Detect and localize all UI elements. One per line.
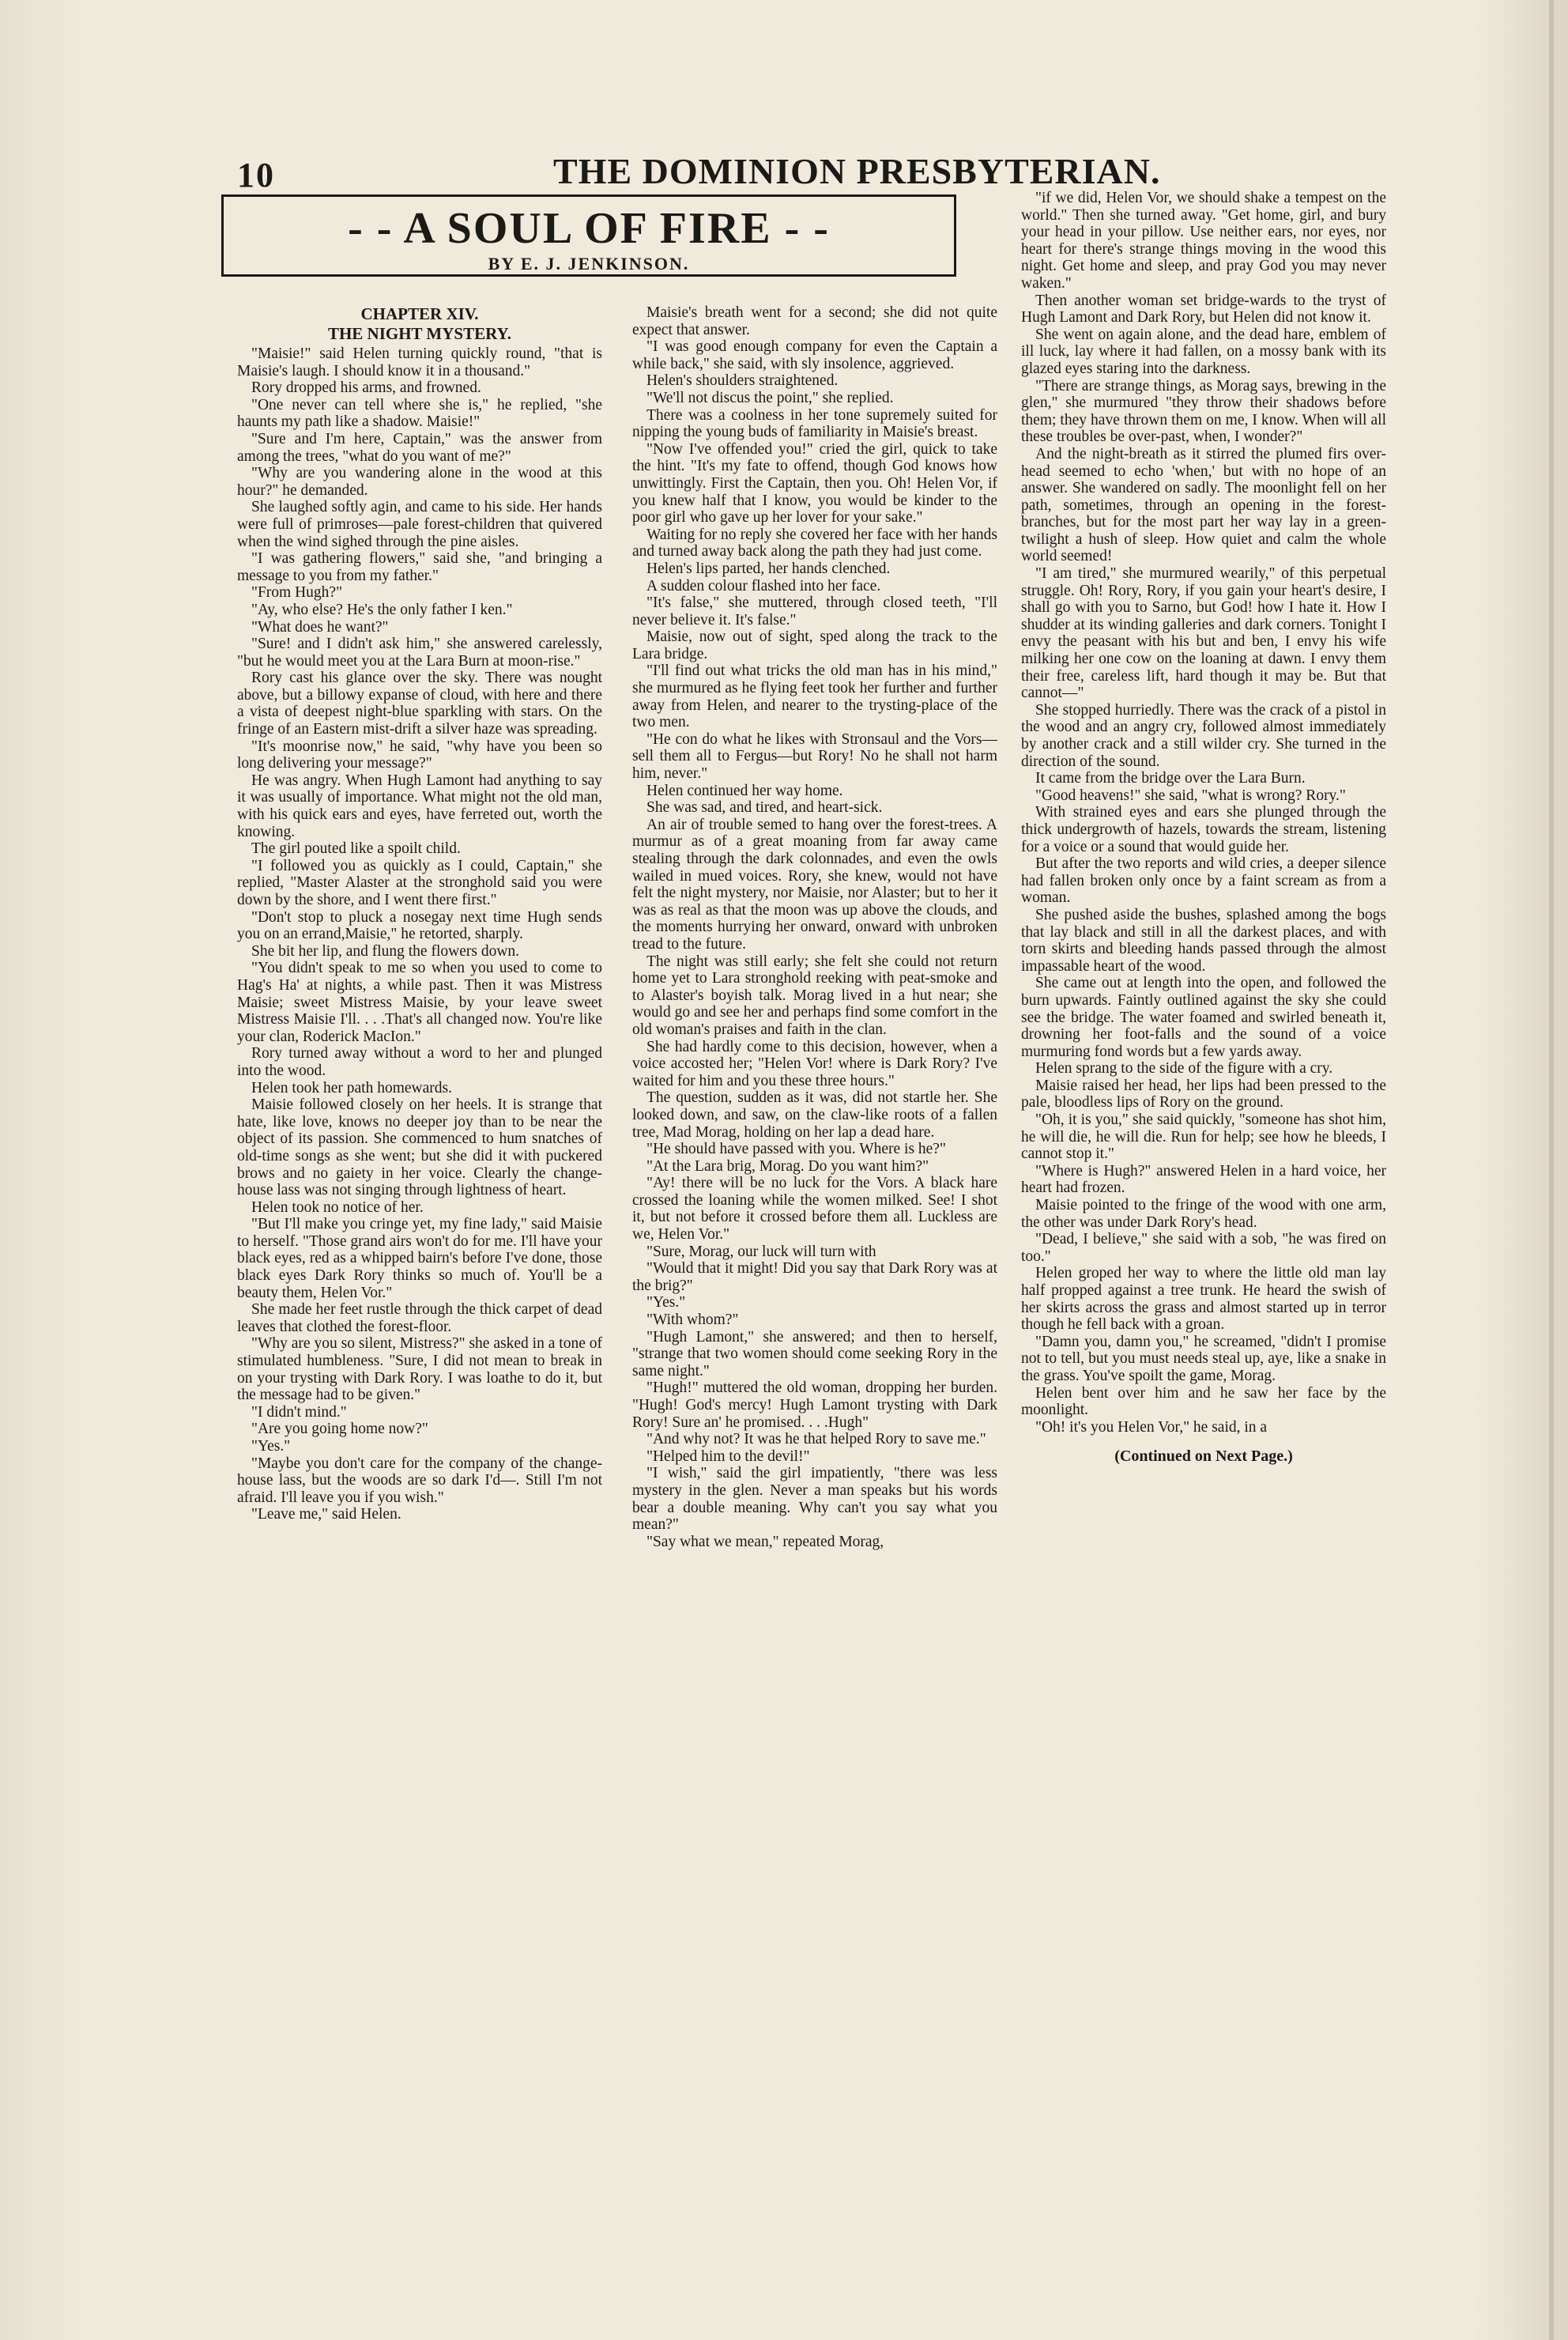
paragraph: She pushed aside the bushes, splashed among the bogs that lay black and still in all the darkest places, and with torn skirts and bleeding hands passed through the almost impassable heart of the wood. bbox=[1021, 906, 1386, 975]
paragraph: "Dead, I believe," she said with a sob, "he was fired on too." bbox=[1021, 1231, 1386, 1265]
paragraph: Rory turned away without a word to her and plunged into the wood. bbox=[237, 1045, 602, 1079]
paragraph: Helen's lips parted, her hands clenched. bbox=[646, 560, 891, 577]
paragraph: There was a coolness in her tone supremely suited for nipping the young buds of familiarity in Maisie's breast. bbox=[632, 406, 997, 441]
paragraph: The girl pouted like a spoilt child. bbox=[251, 840, 461, 858]
story-title: - - A SOUL OF FIRE - - bbox=[348, 204, 830, 253]
paragraph: An air of trouble semed to hang over the forest-trees. A murmur as of a great moaning from far away came stealing through the dark colonnades, and even the owls wailed in mued voices. Rory, she knew, would not have felt the night mystery, nor Maisie, nor Alaster; but to her it was as real as that the moon was up above the clouds, and the moments hurrying her onward, onward with unbroken tread to the future. bbox=[632, 816, 997, 953]
column-2 bbox=[632, 304, 997, 1550]
paragraph: She came out at length into the open, and followed the burn upwards. Faintly outlined against the sky she could see the bridge. The water foamed and swirled beneath it, drowning her foot-falls and the sound of a voice murmuring fond words but a few yards away. bbox=[1021, 975, 1386, 1060]
paragraph: She went on again alone, and the dead hare, emblem of ill luck, lay where it had fallen, on a mossy bank with its glazed eyes staring into the darkness. bbox=[1021, 326, 1386, 377]
paragraph: Helen's shoulders straightened. bbox=[646, 372, 839, 390]
paragraph: Maisie raised her head, her lips had been pressed to the pale, bloodless lips of Rory on the ground. bbox=[1021, 1077, 1386, 1112]
paragraph: Helen took her path homewards. bbox=[251, 1079, 452, 1096]
paragraph: Rory cast his glance over the sky. There was nought above, but a billowy expanse of cloud, with here and there a vista of deepest night-blue sparkling with stars. On the fringe of an Eastern mist-drift a silver haze was spreading. bbox=[237, 670, 602, 738]
paragraph: She bit her lip, and flung the flowers down. bbox=[251, 942, 520, 960]
paragraph: Helen took no notice of her. bbox=[251, 1198, 424, 1216]
page-number: 10 bbox=[237, 156, 275, 194]
paragraph: "Leave me," said Helen. bbox=[251, 1506, 401, 1523]
paragraph: "I was gathering flowers," said she, "and bringing a message to you from my father." bbox=[237, 550, 602, 584]
paragraph: Maisie followed closely on her heels. It is strange that hate, like love, knows no deeper joy than to be near the object of its passion. She commenced to hum snatches of old-time songs as she went; but she did it with puckered brows and no gaiety in her voice. Clearly the change-house lass was not singing through lightness of heart. bbox=[237, 1096, 602, 1199]
paragraph: "There are strange things, as Morag says, brewing in the glen," she murmured "they throw their shadows before them; they have thrown them on me, I know. When will all these troubles be over-past, when, I wonder?" bbox=[1021, 377, 1386, 446]
paragraph: "With whom?" bbox=[646, 1312, 739, 1329]
paragraph: "I didn't mind." bbox=[251, 1403, 347, 1421]
paragraph: She made her feet rustle through the thick carpet of dead leaves that clothed the forest-floor. bbox=[237, 1301, 602, 1335]
paragraph: "I wish," said the girl impatiently, "there was less mystery in the glen. Never a man speaks but his words bear a double meaning. Why can't you say what you mean?" bbox=[632, 1465, 997, 1534]
continued-note: (Continued on Next Page.) bbox=[1114, 1447, 1293, 1466]
paragraph: "I'll find out what tricks the old man has in his mind," she murmured as he flying feet took her further and further away from Helen, and nearer to the trysting-place of the two men. bbox=[632, 662, 997, 731]
column-2-body bbox=[632, 304, 997, 1550]
paragraph: "He should have passed with you. Where is he?" bbox=[646, 1141, 946, 1158]
paragraph: "And why not? It was he that helped Rory to save me." bbox=[646, 1431, 986, 1448]
paragraph: Then another woman set bridge-wards to the tryst of Hugh Lamont and Dark Rory, but Helen did not know it. bbox=[1021, 292, 1386, 326]
paragraph: Helen continued her way home. bbox=[646, 782, 843, 799]
paragraph: "Yes." bbox=[251, 1438, 291, 1455]
chapter-subtitle: THE NIGHT MYSTERY. bbox=[327, 324, 512, 343]
column-1 bbox=[237, 304, 602, 1523]
paragraph: "Maybe you don't care for the company of the change-house lass, but the woods are so dark I'd—. Still I'm not afraid. I'll leave you if you wish." bbox=[237, 1455, 602, 1506]
paragraph: "Hugh!" muttered the old woman, dropping her burden. "Hugh! God's mercy! Hugh Lamont trysting with Dark Rory! Sure an' he promised. . . .Hugh" bbox=[632, 1379, 997, 1431]
paragraph: She stopped hurriedly. There was the crack of a pistol in the wood and an angry cry, followed almost immediately by another crack and a still wilder cry. She turned in the direction of the sound. bbox=[1021, 701, 1386, 770]
column-1-body bbox=[237, 345, 602, 1523]
paragraph: A sudden colour flashed into her face. bbox=[646, 577, 881, 594]
paragraph: "Good heavens!" she said, "what is wrong? Rory." bbox=[1035, 787, 1346, 804]
paragraph: The night was still early; she felt she could not return home yet to Lara stronghold reeking with peat-smoke and to Alaster's boyish talk. Morag lived in a hut near; she would go and see her and perhaps find some comfort in the old woman's praises and faith in the clan. bbox=[632, 953, 997, 1038]
paragraph: It came from the bridge over the Lara Burn. bbox=[1035, 770, 1306, 787]
chapter-title: CHAPTER XIV. bbox=[360, 304, 479, 323]
paragraph: "Why are you so silent, Mistress?" she asked in a tone of stimulated humbleness. "Sure, I did not mean to break in on your trysting with Dark Rory. I was loathe to do it, but the message had to be given." bbox=[237, 1335, 602, 1404]
masthead: THE DOMINION PRESBYTERIAN. bbox=[553, 151, 1161, 191]
paragraph: "Damn you, damn you," he screamed, "didn't I promise not to tell, but you must needs steal up, aye, like a snake in the grass. You've spoilt the game, Morag. bbox=[1021, 1333, 1386, 1384]
paragraph: "It's false," she muttered, through closed teeth, "I'll never believe it. It's false." bbox=[632, 594, 997, 628]
paragraph: Helen bent over him and he saw her face by the moonlight. bbox=[1021, 1384, 1386, 1419]
paragraph: "But I'll make you cringe yet, my fine lady," said Maisie to herself. "Those grand airs won't do for me. I'll have your black eyes, red as a whipped bairn's before I've done, those black eyes Dark Rory thinks so much of. You'll be a beauty them, Helen Vor." bbox=[237, 1216, 602, 1301]
paragraph: But after the two reports and wild cries, a deeper silence had fallen broken only once by a faint scream as from a woman. bbox=[1021, 855, 1386, 907]
paragraph: "Why are you wandering alone in the wood at this hour?" he demanded. bbox=[237, 465, 602, 499]
scan-edge bbox=[1549, 0, 1554, 2340]
paragraph: "Now I've offended you!" cried the girl, quick to take the hint. "It's my fate to offend, though God knows how unwittingly. First the Captain, then you. Oh! Helen Vor, if you knew half that I know, you would be kinder to the poor girl who gave up her lover for your sake." bbox=[632, 440, 997, 526]
paragraph: Maisie pointed to the fringe of the wood with one arm, the other was under Dark Rory's head. bbox=[1021, 1197, 1386, 1231]
paragraph: Waiting for no reply she covered her face with her hands and turned away back along the path they had just come. bbox=[632, 526, 997, 560]
paragraph: "I was good enough company for even the Captain a while back," she said, with sly insolence, aggrieved. bbox=[632, 338, 997, 372]
paragraph: "Yes." bbox=[646, 1294, 686, 1312]
paragraph: "Ay! there will be no luck for the Vors. A black hare crossed the loaning while the women milked. See! I shot it, but not before it crossed before them all. Luckless are we, Helen Vor." bbox=[632, 1175, 997, 1244]
paragraph: "I followed you as quickly as I could, Captain," she replied, "Master Alaster at the stronghold said you were down by the shore, and I went there first." bbox=[237, 857, 602, 908]
paragraph: She was sad, and tired, and heart-sick. bbox=[646, 799, 883, 817]
paragraph: Maisie's breath went for a second; she did not quite expect that answer. bbox=[632, 304, 997, 338]
paragraph: "Maisie!" said Helen turning quickly round, "that is Maisie's laugh. I should know it in a thousand." bbox=[237, 345, 602, 379]
column-3-body bbox=[1021, 190, 1386, 1436]
paragraph: "if we did, Helen Vor, we should shake a tempest on the world." Then she turned away. "Get home, girl, and bury your head in your pillow. Use neither ears, nor eyes, nor heart for there's strange things moving in the wood this night. Get home and sleep, and pray God you may never waken." bbox=[1021, 190, 1386, 292]
paragraph: "What does he want?" bbox=[251, 618, 389, 636]
paragraph: Helen groped her way to where the little old man lay half propped against a tree trunk. He heard the swish of her skirts across the grass and almost started up in terror though he fell back with a groan. bbox=[1021, 1265, 1386, 1334]
paragraph: She laughed softly agin, and came to his side. Her hands were full of primroses—pale forest-children that quivered when the wind sighed through the pine aisles. bbox=[237, 499, 602, 550]
paragraph: "He con do what he likes with Stronsaul and the Vors—sell them all to Fergus—but Rory! No he shall not harm him, never." bbox=[632, 730, 997, 783]
paragraph: "Where is Hugh?" answered Helen in a hard voice, her heart had frozen. bbox=[1021, 1162, 1386, 1197]
paragraph: "Would that it might! Did you say that Dark Rory was at the brig?" bbox=[632, 1260, 997, 1294]
paragraph: "Ay, who else? He's the only father I ken." bbox=[251, 601, 513, 618]
paragraph: Helen sprang to the side of the figure with a cry. bbox=[1035, 1060, 1333, 1078]
paragraph: Rory dropped his arms, and frowned. bbox=[251, 379, 481, 397]
paragraph: "One never can tell where she is," he replied, "she haunts my path like a shadow. Maisie!" bbox=[237, 396, 602, 431]
paragraph: "Oh! it's you Helen Vor," he said, in a bbox=[1035, 1418, 1268, 1436]
byline: BY E. J. JENKINSON. bbox=[488, 254, 690, 274]
paragraph: "Sure! and I didn't ask him," she answered carelessly, "but he would meet you at the Lara Burn at moon-rise." bbox=[237, 636, 602, 670]
paragraph: And the night-breath as it stirred the plumed firs over-head seemed to echo 'when,' but with no hope of an answer. She wandered on sadly. The moonlight fell on her path, sometimes, through an opening in the forest-branches, but for the most part her way lay in a green-twilight a hush of sleep. How quiet and calm the whole world seemed! bbox=[1021, 445, 1386, 565]
paragraph: "Are you going home now?" bbox=[251, 1421, 428, 1438]
paragraph: "Don't stop to pluck a nosegay next time Hugh sends you on an errand,Maisie," he retorted, sharply. bbox=[237, 908, 602, 943]
paragraph: "Sure and I'm here, Captain," was the answer from among the trees, "what do you want of me?" bbox=[237, 430, 602, 465]
paragraph: He was angry. When Hugh Lamont had anything to say it was usually of importance. What might not the old man, with his quick ears and eyes, have ferreted out, worth the knowing. bbox=[237, 772, 602, 840]
column-3 bbox=[1021, 190, 1386, 1466]
paragraph: "We'll not discus the point," she replied. bbox=[646, 389, 894, 406]
paragraph: "Say what we mean," repeated Morag, bbox=[646, 1533, 884, 1550]
paragraph: "At the Lara brig, Morag. Do you want him?" bbox=[646, 1157, 929, 1175]
paragraph: She had hardly come to this decision, however, when a voice accosted her; "Helen Vor! where is Dark Rory? I've waited for him and you these three hours." bbox=[632, 1038, 997, 1089]
paragraph: The question, sudden as it was, did not startle her. She looked down, and saw, on the claw-like roots of a fallen tree, Mad Morag, holding on her lap a dead hare. bbox=[632, 1089, 997, 1141]
paragraph: "Oh, it is you," she said quickly, "someone has shot him, he will die, he will die. Run for help; see how he bleeds, I cannot stop it." bbox=[1021, 1112, 1386, 1163]
paragraph: "Sure, Morag, our luck will turn with bbox=[646, 1243, 876, 1260]
paragraph: "Hugh Lamont," she answered; and then to herself, "strange that two women should come seeking Rory in the same night." bbox=[632, 1328, 997, 1379]
paragraph: "From Hugh?" bbox=[251, 584, 343, 602]
paragraph: Maisie, now out of sight, sped along the track to the Lara bridge. bbox=[632, 628, 997, 662]
paragraph: With strained eyes and ears she plunged through the thick undergrowth of hazels, towards the stream, listening for a voice or a sound that would guide her. bbox=[1021, 804, 1386, 855]
story-title-box bbox=[221, 194, 956, 277]
paragraph: "You didn't speak to me so when you used to come to Hag's Ha' at nights, a while past. Then it was Mistress Maisie; sweet Mistress Maisie, by your leave sweet Mistress Maisie I'll. . . .That's all changed now. You're like your clan, Roderick MacIon." bbox=[237, 960, 602, 1045]
paragraph: "It's moonrise now," he said, "why have you been so long delivering your message?" bbox=[237, 738, 602, 772]
paragraph: "I am tired," she murmured wearily," of this perpetual struggle. Oh! Rory, Rory, if you gain your heart's desire, I shall go with you to Sarno, but God! how I hate it. How I shudder at its winding galleries and dark corners. Tonight I envy the peasant with his but and ben, I envy his wife milking her one cow on the loaning at dawn. I envy them their free, careless lift, hard though it may be. But that cannot—" bbox=[1021, 565, 1386, 702]
paragraph: "Helped him to the devil!" bbox=[646, 1447, 810, 1465]
